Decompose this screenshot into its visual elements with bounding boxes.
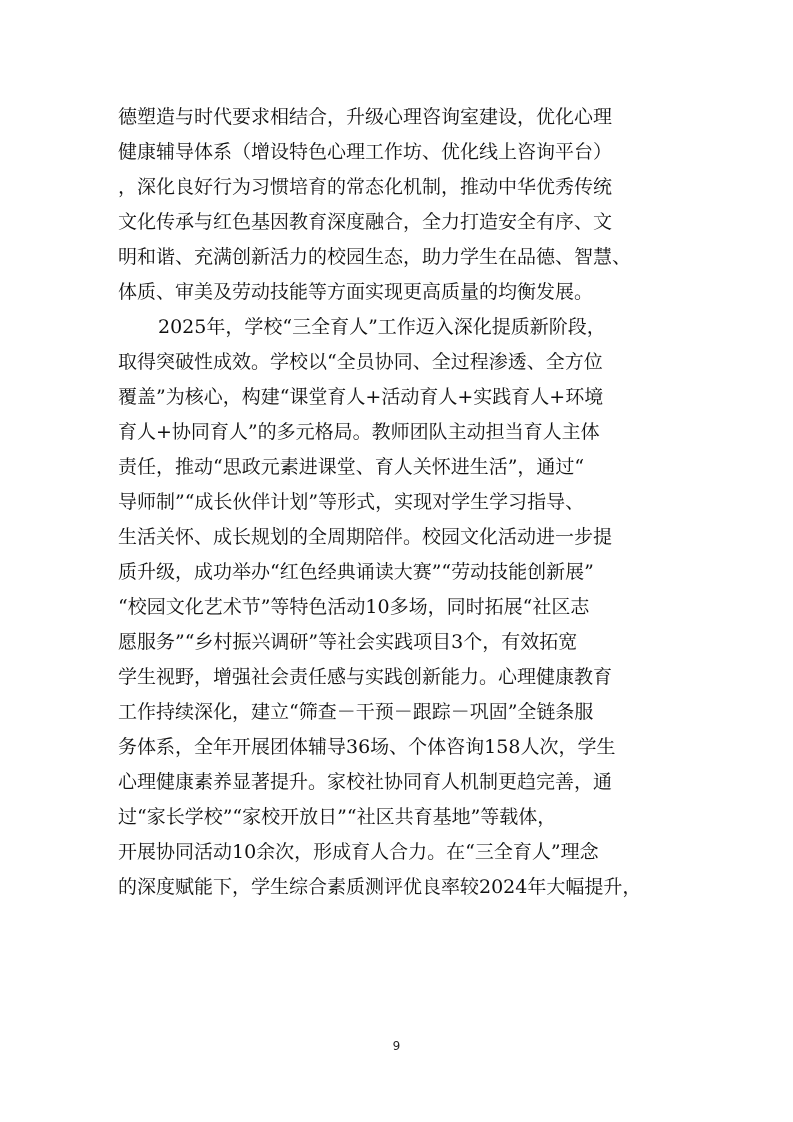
text-line: 覆盖”为核心，构建“课堂育人+活动育人+实践育人+环境 <box>118 386 604 408</box>
text-line: 取得突破性成效。学校以“全员协同、全过程渗透、全方位 <box>118 351 603 373</box>
text-line: 过“家长学校”“家校开放日”“社区共育基地”等载体， <box>118 806 557 828</box>
text-line: 学生视野，增强社会责任感与实践创新能力。心理健康教育 <box>118 666 613 688</box>
text-line: 文化传承与红色基因教育深度融合，全力打造安全有序、文 <box>118 211 613 233</box>
text-line: “校园文化艺术节”等特色活动10多场，同时拓展“社区志 <box>118 596 590 618</box>
text-line: 导师制”“成长伙伴计划”等形式，实现对学生学习指导、 <box>118 491 585 513</box>
text-line: 开展协同活动10余次，形成育人合力。在“三全育人”理念 <box>118 841 599 863</box>
text-line: 责任，推动“思政元素进课堂、育人关怀进生活”，通过“ <box>118 456 585 478</box>
text-line: 愿服务”“乡村振兴调研”等社会实践项目3个，有效拓宽 <box>118 631 578 653</box>
text-line: 健康辅导体系（增设特色心理工作坊、优化线上咨询平台） <box>118 141 613 163</box>
paragraph-start-line: 2025年，学校“三全育人”工作迈入深化提质新阶段， <box>158 316 606 338</box>
text-line: 工作持续深化，建立“筛查－干预－跟踪－巩固”全链条服 <box>118 701 594 723</box>
page-number: 9 <box>392 1039 401 1053</box>
text-line: ，深化良好行为习惯培育的常态化机制，推动中华优秀传统 <box>118 176 613 198</box>
text-line: 的深度赋能下，学生综合素质测评优良率较2024年大幅提升， <box>118 876 642 898</box>
text-line: 育人+协同育人”的多元格局。教师团队主动担当育人主体 <box>118 421 600 443</box>
text-line: 体质、审美及劳动技能等方面实现更高质量的均衡发展。 <box>118 281 594 303</box>
text-line: 务体系，全年开展团体辅导36场、个体咨询158人次，学生 <box>118 736 616 758</box>
text-line: 明和谐、充满创新活力的校园生态，助力学生在品德、智慧、 <box>118 246 632 268</box>
text-line: 生活关怀、成长规划的全周期陪伴。校园文化活动进一步提 <box>118 526 613 548</box>
text-line: 心理健康素养显著提升。家校社协同育人机制更趋完善，通 <box>118 771 613 793</box>
text-line: 质升级，成功举办“红色经典诵读大赛”“劳动技能创新展” <box>118 561 594 583</box>
body-text <box>118 100 688 905</box>
text-line: 德塑造与时代要求相结合，升级心理咨询室建设，优化心理 <box>118 106 613 128</box>
